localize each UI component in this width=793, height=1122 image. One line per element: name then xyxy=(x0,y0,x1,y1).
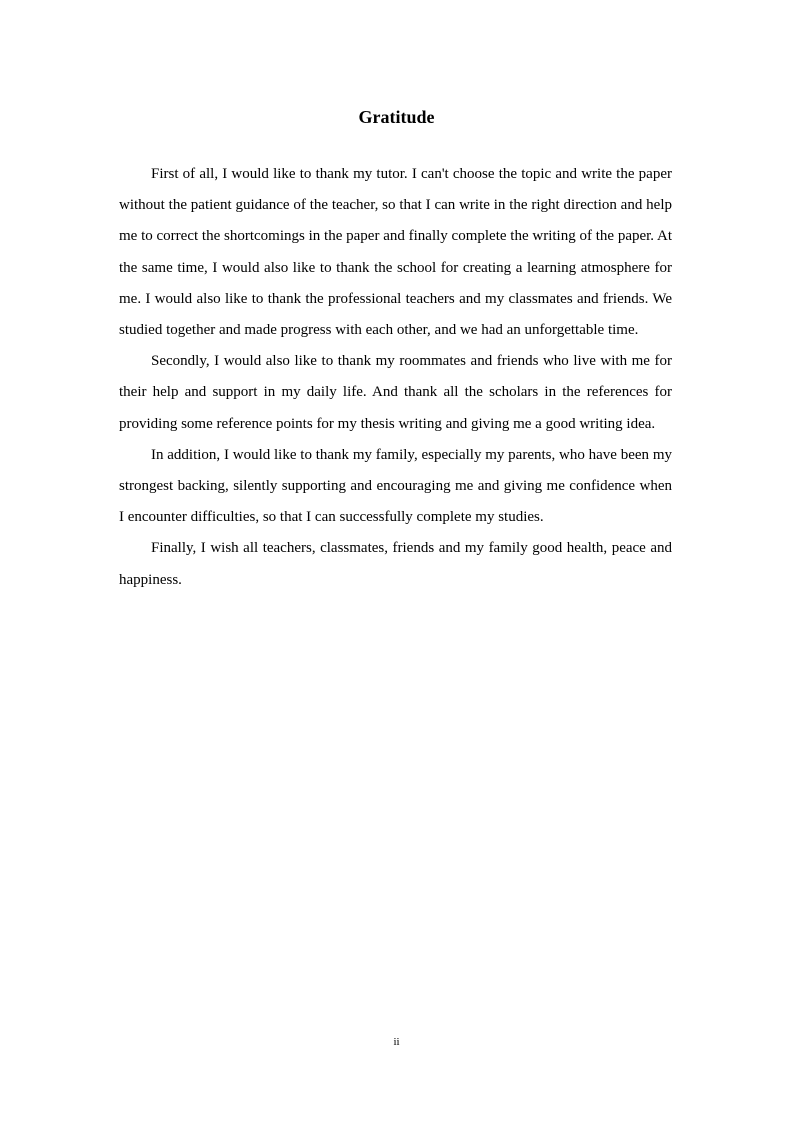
paragraph: Secondly, I would also like to thank my roommates and friends who live with me for their help and support in my daily life. And thank all the scholars in the references for providing some reference points for my thesis writing and giving me a good writing idea. xyxy=(119,353,672,432)
paragraph: First of all, I would like to thank my tutor. I can't choose the topic and write the paper without the patient guidance of the teacher, so that I can write in the right direction and help me to correct the shortcomings in the paper and finally complete the writing of the paper. At the same time, I would also like to thank the school for creating a learning atmosphere for me. I would also like to thank the professional teachers and my classmates and friends. We studied together and made progress with each other, and we had an unforgettable time. xyxy=(119,166,672,339)
page-title: Gratitude xyxy=(358,107,435,127)
page-number: ii xyxy=(393,1036,400,1048)
body-text xyxy=(119,159,672,596)
paragraph: Finally, I wish all teachers, classmates, friends and my family good health, peace and happiness. xyxy=(119,540,672,588)
paragraph: In addition, I would like to thank my family, especially my parents, who have been my strongest backing, silently supporting and encouraging me and giving me confidence when I encounter difficulties, so that I can successfully complete my studies. xyxy=(119,446,672,526)
